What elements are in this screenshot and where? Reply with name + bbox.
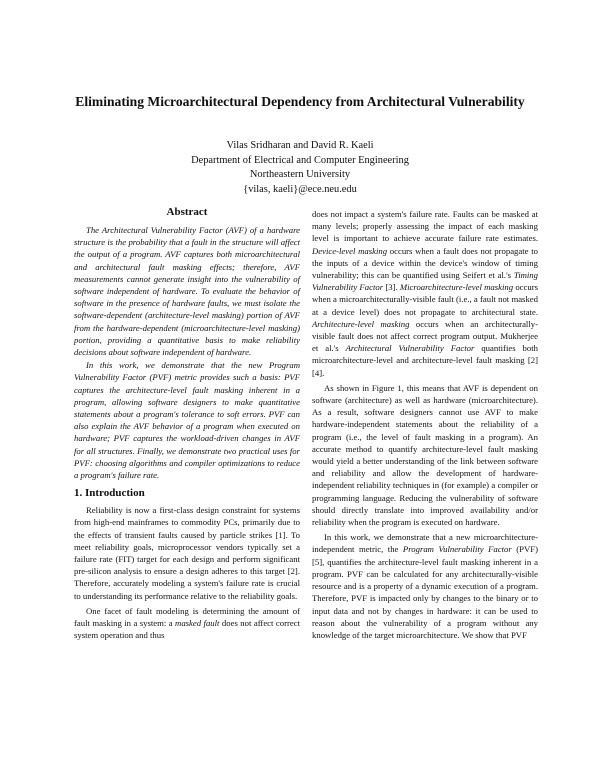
abstract-section — [74, 206, 300, 481]
intro-paragraph-1: Reliability is now a first-class design constraint for systems from high-end mainframes to commodity PCs, primarily due to the effects of transient faults caused by particle strikes [1]. To meet reliability goals, microprocessor vendors typically set a failure rate (FIT) target for each design and perform significant pre-silicon analysis to ensure a design adheres to this target [2]. Therefore, accurately modeling a system's failure rate is crucial to understanding its performance relative to the reliability goals. — [74, 505, 300, 601]
intro-paragraph-3: As shown in Figure 1, this means that AVF is dependent on software (architecture) as well as hardware (microarchitecture). As a result, software designers cannot use AVF to make hardware-independent statements about the reliability of a program (i.e., the level of fault masking in a program). An accurate method to quantify architecture-level fault masking would yield a better understanding of the link between software and reliability and allow the development of hardware-independent reliability techniques in (for example) a compiler or programming language. Reducing the vulnerability of software should directly translate into improved availability and/or reliability when the program is executed on hardware. — [312, 382, 538, 528]
abstract-paragraph-1: The Architectural Vulnerability Factor (AVF) of a hardware structure is the probability that a fault in the structure will affect the output of a program. AVF captures both microarchitectural and architectural fault masking effects; therefore, AVF measurements cannot generate insight into the vulnerability of software independent of hardware. To evaluate the behavior of software in the presence of hardware faults, we must isolate the software-dependent (architecture-level masking) portion of AVF from the hardware-dependent (microarchitecture-level masking) portion, providing a quantitative basis to make reliability decisions about software independent of hardware. — [74, 225, 300, 358]
intro-paragraph-2: One facet of fault modeling is determining the amount of fault masking in a system: a masked fault does not affect correct system operation and thus — [74, 605, 301, 641]
introduction-heading: 1. Introduction — [74, 487, 145, 500]
author-email: {vilas, kaeli}@ece.neu.edu — [243, 183, 357, 195]
left-column — [74, 206, 300, 642]
paper-title: Eliminating Microarchitectural Dependency from Architectural Vulnerability — [75, 94, 525, 109]
abstract-paragraph-2: In this work, we demonstrate that the new Program Vulnerability Factor (PVF) metric provides such a basis: PVF captures the architecture-level fault masking inherent in a program, allowing software designers to make quantitative statements about a program's tolerance to soft errors. PVF can also explain the AVF behavior of a program when executed on hardware; PVF captures the workload-driven changes in AVF for all structures. Finally, we demonstrate two practical uses for PVF: choosing algorithms and compiler optimizations to reduce a program's failure rate. — [74, 360, 300, 481]
author-names: Vilas Sridharan and David R. Kaeli — [226, 140, 374, 151]
right-column — [312, 208, 538, 641]
intro-paragraph-4: In this work, we demonstrate that a new microarchitecture-independent metric, the Program Vulnerability Factor (PVF) [5], quantifies the architecture-level fault masking inherent in a program. PVF can be calculated for any architecturally-visible resource and is a property of a dynamic execution of a program. Therefore, PVF is impacted only by changes to the binary or to input data and not by changes in hardware: it can be used to reason about the vulnerability of a program without any knowledge of the target microarchitecture. We show that PVF — [312, 532, 538, 640]
intro-paragraph-2-continued: does not impact a system's failure rate. Faults can be masked at many levels; properly assessing the impact of each masking level is important to achieve accurate failure rate estimates. Device-level masking occurs when a fault does not propagate to the inputs of a device within the device's window of timing vulnerability; this can be quantified using Seifert et al.'s Timing Vulnerability Factor [3]. Microarchitecture-level masking occurs when a microarchitecturally-visible fault (i.e., a fault not masked at a device level) does not propagate to architectural state. Architecture-level masking occurs when an architecturally-visible fault does not affect correct program output. Mukherjee et al.'s Architectural Vulnerability Factor quantifies both microarchitecture-level and architecture-level fault masking [2] [4]. — [312, 209, 539, 378]
abstract-heading: Abstract — [166, 206, 208, 218]
introduction-section — [74, 487, 300, 641]
author-university: Northeastern University — [249, 169, 351, 180]
author-department: Department of Electrical and Computer Engineering — [191, 154, 409, 166]
author-block — [0, 139, 600, 197]
